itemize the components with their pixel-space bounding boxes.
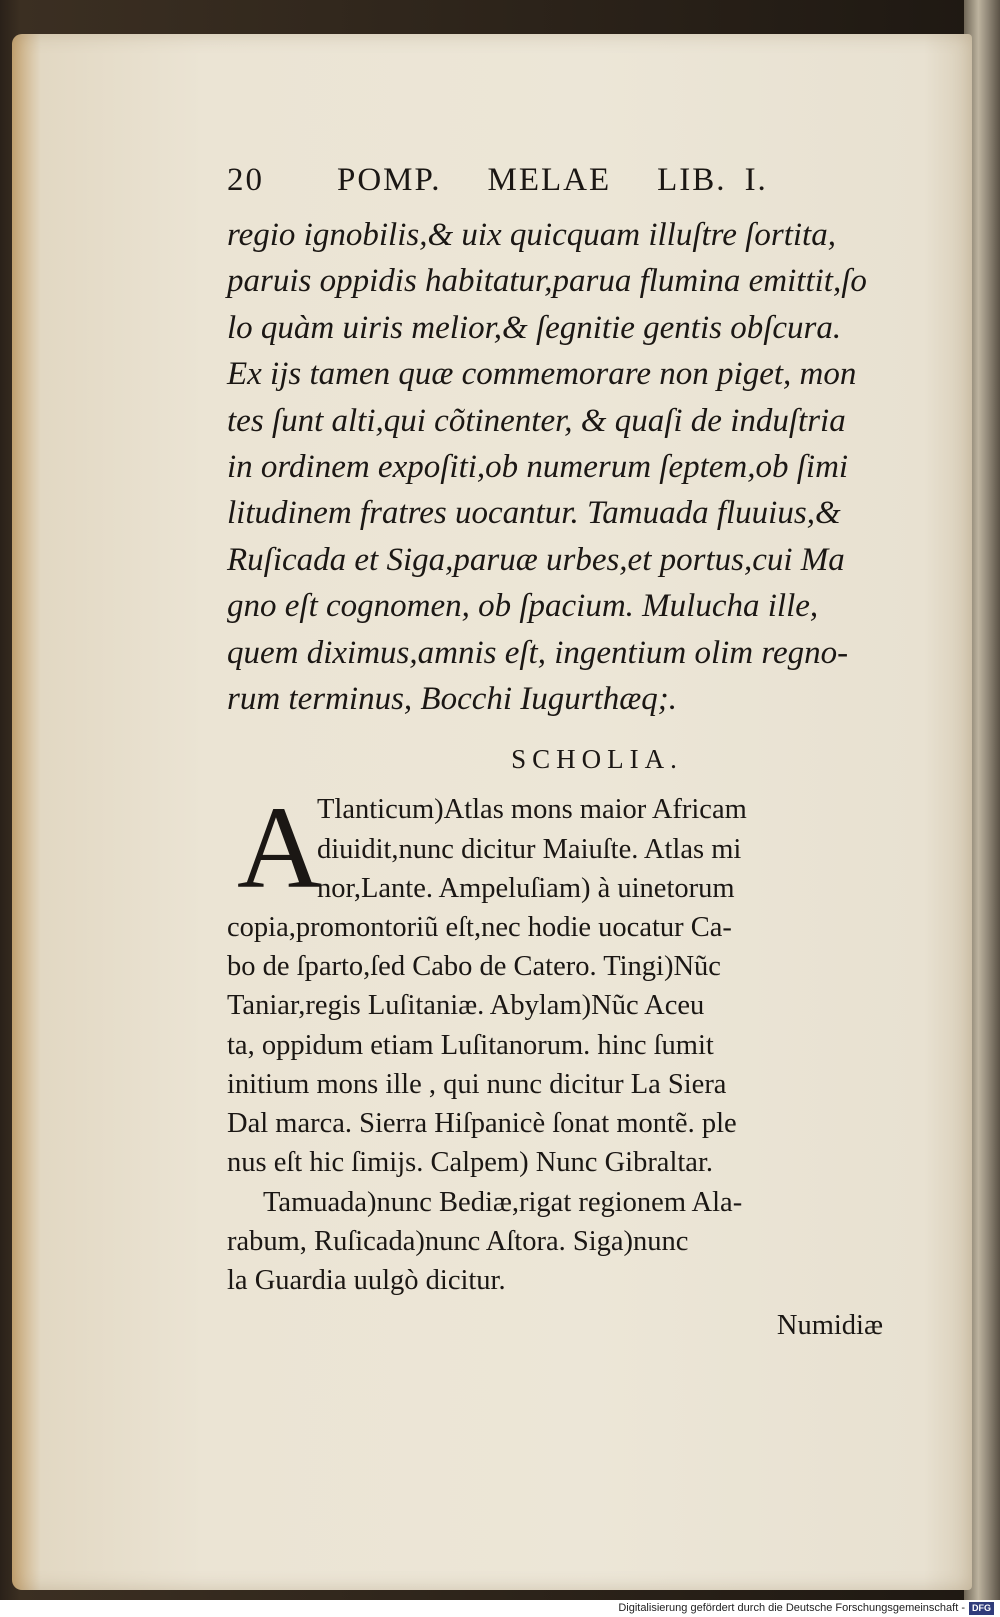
- scholia-line: initium mons ille , qui nunc dicitur La Siera: [227, 1068, 727, 1100]
- text-line: tes ſunt alti,qui cõtinenter, & quaſi de induſtria: [227, 402, 846, 439]
- page-number: 20: [227, 162, 264, 198]
- scholia-line: Tamuada)nunc Bediæ,rigat regionem Ala-: [263, 1186, 743, 1218]
- scholia-block: [227, 782, 907, 1345]
- text-line: Ruſicada et Siga,paruæ urbes,et portus,cui Ma: [227, 541, 845, 578]
- running-title-author: POMP.: [337, 162, 442, 198]
- scholia-line: Taniar,regis Luſitaniæ. Abylam)Nũc Aceu: [227, 990, 705, 1022]
- scholia-line: ta, oppidum etiam Luſitanorum. hinc ſumit: [227, 1029, 714, 1061]
- text-line: regio ignobilis,& uix quicquam illuſtre ſortita,: [227, 217, 836, 253]
- text-line: litudinem fratres uocantur. Tamuada fluuius,&: [227, 495, 841, 532]
- scholia-heading: SCHOLIA.: [511, 744, 683, 775]
- text-line: quem diximus,amnis eſt, ingentium olim regno-: [227, 634, 849, 671]
- credit-text: Digitalisierung gefördert durch die Deutsche Forschungsgemeinschaft -: [618, 1602, 965, 1614]
- text-line: gno eſt cognomen, ob ſpacium. Mulucha ille,: [227, 588, 819, 625]
- running-header: [227, 162, 907, 210]
- scholia-line: la Guardia uulgò dicitur.: [227, 1264, 506, 1296]
- scholia-line: Tlanticum)Atlas mons maior Africam: [317, 794, 747, 826]
- running-title-number: I.: [744, 162, 768, 198]
- running-title-book: LIB.: [657, 162, 727, 198]
- text-line: Ex ijs tamen quæ commemorare non piget, mon: [227, 356, 857, 393]
- scholia-line: Dal marca. Sierra Hiſpanicè ſonat montẽ. ple: [227, 1108, 737, 1140]
- text-line: paruis oppidis habitatur,parua flumina emittit,ſo: [227, 263, 867, 300]
- catchword: Numidiæ: [776, 1310, 883, 1342]
- scholia-line: copia,promontoriũ eſt,nec hodie uocatur Ca-: [227, 912, 732, 944]
- text-line: rum terminus, Bocchi Iugurthæq;.: [227, 681, 678, 718]
- dfg-logo-icon: DFG: [969, 1602, 994, 1615]
- book-page: [12, 34, 972, 1590]
- scholia-line: nor,Lante. Ampeluſiam) à uinetorum: [317, 872, 735, 904]
- main-text-block: [227, 212, 907, 722]
- drop-cap: A: [237, 782, 323, 914]
- text-line: lo quàm uiris melior,& ſegnitie gentis obſcura.: [227, 309, 842, 346]
- scholia-line: nus eſt hic ſimijs. Calpem) Nunc Gibraltar.: [227, 1147, 713, 1179]
- digitization-credit-bar: [0, 1600, 1000, 1617]
- scholia-line: rabum, Ruſicada)nunc Aſtora. Siga)nunc: [227, 1225, 689, 1257]
- text-line: in ordinem expoſiti,ob numerum ſeptem,ob ſimi: [227, 449, 849, 486]
- page-content: [227, 162, 907, 1345]
- running-title-name: MELAE: [487, 162, 612, 198]
- scholia-line: bo de ſparto,ſed Cabo de Catero. Tingi)Nũc: [227, 951, 721, 983]
- scholia-line: diuidit,nunc dicitur Maiuſte. Atlas mi: [317, 833, 742, 865]
